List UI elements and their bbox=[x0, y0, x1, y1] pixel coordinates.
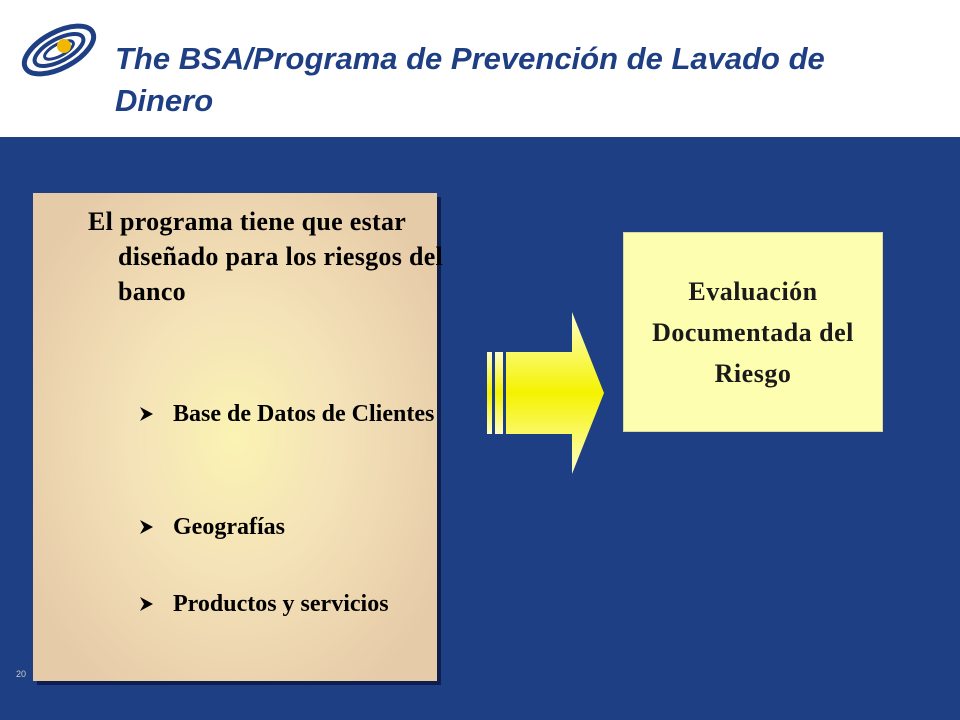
program-panel bbox=[33, 193, 444, 681]
program-intro-text: El programa tiene que estar diseñado para los riesgos del banco bbox=[88, 207, 444, 306]
risk-factor-list bbox=[138, 398, 438, 617]
slide-header bbox=[0, 0, 960, 137]
page-number: 20 bbox=[16, 669, 27, 679]
slide-body bbox=[0, 137, 960, 720]
list-item-label: Base de Datos de Clientes bbox=[173, 401, 435, 427]
risk-assessment-label: Evaluación Documentada del Riesgo bbox=[652, 276, 854, 388]
list-item bbox=[138, 398, 438, 430]
flow-arrow-icon bbox=[487, 312, 604, 474]
list-item bbox=[138, 511, 460, 543]
list-item-label: Productos y servicios bbox=[173, 591, 389, 617]
risk-assessment-box bbox=[623, 232, 883, 432]
arrow-bullet-icon bbox=[138, 406, 154, 422]
list-item-label: Geografías bbox=[173, 514, 285, 540]
arrow-bullet-icon bbox=[138, 596, 154, 612]
orbit-logo-icon bbox=[14, 20, 104, 80]
slide-title: The BSA/Programa de Prevención de Lavado de Dinero bbox=[115, 41, 825, 118]
arrow-bullet-icon bbox=[138, 519, 154, 535]
list-item bbox=[138, 588, 460, 620]
